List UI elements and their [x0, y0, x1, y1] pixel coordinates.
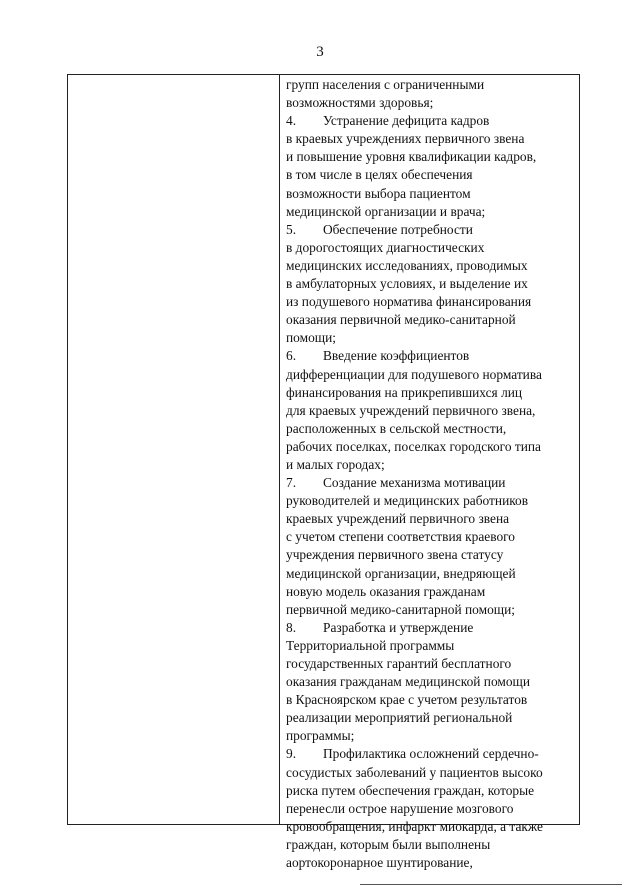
text-line — [286, 329, 578, 347]
item-number: 4. — [286, 113, 297, 129]
line-text: возможности выбора пациентом — [286, 185, 471, 201]
line-text: помощи; — [286, 330, 336, 346]
line-text: и повышение уровня квалификации кадров, — [286, 149, 537, 165]
text-line — [286, 221, 578, 239]
line-text: государственных гарантий бесплатного — [286, 656, 512, 671]
item-number: 5. — [286, 221, 297, 237]
text-line — [286, 130, 578, 148]
line-text: оказания первичной медико-санитарной — [286, 312, 516, 328]
line-text: реализации мероприятий региональной — [286, 710, 513, 726]
footer-rule — [360, 884, 622, 885]
table-right-cell — [286, 76, 578, 872]
text-line — [286, 474, 578, 492]
line-text: Обеспечение потребности — [323, 221, 473, 237]
text-line — [286, 456, 578, 474]
text-line — [286, 76, 578, 94]
text-line — [286, 203, 578, 221]
text-line — [286, 546, 578, 564]
text-line — [286, 565, 578, 583]
text-line — [286, 492, 578, 510]
text-line — [286, 745, 578, 763]
text-line — [286, 764, 578, 782]
line-text: риска путем обеспечения граждан, которые — [286, 782, 535, 798]
line-text: сосудистых заболеваний у пациентов высоко — [286, 764, 543, 780]
line-text: в краевых учреждениях первичного звена — [286, 131, 525, 147]
text-line — [286, 148, 578, 166]
text-line — [286, 94, 578, 112]
text-line — [286, 510, 578, 528]
line-text: и малых городах; — [286, 456, 385, 472]
text-line — [286, 727, 578, 745]
text-line — [286, 818, 578, 836]
text-line — [286, 583, 578, 601]
document-table — [67, 74, 580, 871]
line-text: Профилактика осложнений сердечно- — [323, 746, 539, 762]
column-divider — [279, 75, 280, 824]
text-line — [286, 655, 578, 673]
line-text: Создание механизма мотивации — [323, 475, 506, 491]
item-number: 9. — [286, 746, 297, 762]
item-number: 7. — [286, 475, 297, 491]
line-text: учреждения первичного звена статусу — [286, 547, 504, 563]
text-line — [286, 166, 578, 184]
line-text: финансирования на прикрепившихся лиц — [286, 384, 523, 400]
line-text: Устранение дефицита кадров — [323, 113, 490, 129]
text-line — [286, 275, 578, 293]
text-line — [286, 239, 578, 257]
text-line — [286, 637, 578, 655]
line-text: Введение коэффициентов — [323, 348, 470, 364]
text-line — [286, 601, 578, 619]
line-text: кровообращения, инфаркт миокарда, а также — [286, 818, 543, 834]
line-text: перенесли острое нарушение мозгового — [286, 800, 514, 816]
line-text: медицинских исследованиях, проводимых — [286, 257, 528, 273]
text-line — [286, 293, 578, 311]
text-line — [286, 112, 578, 130]
line-text: для краевых учреждений первичного звена, — [286, 402, 536, 418]
text-line — [286, 709, 578, 727]
line-text: аортокоронарное шунтирование, — [286, 855, 473, 871]
text-line — [286, 673, 578, 691]
line-text: расположенных в сельской местности, — [286, 420, 507, 436]
line-text: новую модель оказания гражданам — [286, 583, 486, 599]
text-line — [286, 185, 578, 203]
text-line — [286, 366, 578, 384]
text-line — [286, 347, 578, 365]
line-text: руководителей и медицинских работников — [286, 493, 529, 509]
text-line — [286, 528, 578, 546]
text-line — [286, 384, 578, 402]
text-line — [286, 782, 578, 800]
line-text: медицинской организации и врача; — [286, 203, 486, 219]
line-text: первичной медико-санитарной помощи; — [286, 601, 515, 617]
line-text: из подушевого норматива финансирования — [286, 294, 532, 310]
text-line — [286, 619, 578, 637]
page-number: 3 — [316, 44, 324, 60]
line-text: рабочих поселках, поселках городского типа — [286, 438, 541, 454]
line-text: оказания гражданам медицинской помощи — [286, 674, 531, 690]
line-text: Территориальной программы — [286, 637, 455, 653]
line-text: в дорогостоящих диагностических — [286, 239, 485, 255]
line-text: дифференциации для подушевого норматива — [286, 366, 542, 382]
line-text: программы; — [286, 728, 355, 744]
line-text: в Красноярском крае с учетом результатов — [286, 692, 528, 708]
text-line — [286, 438, 578, 456]
line-text: в том числе в целях обеспечения — [286, 167, 473, 183]
text-line — [286, 854, 578, 872]
line-text: граждан, которым были выполнены — [286, 836, 491, 852]
item-number: 8. — [286, 619, 297, 635]
line-text: краевых учреждений первичного звена — [286, 511, 510, 527]
line-text: медицинской организации, внедряющей — [286, 565, 516, 581]
text-line — [286, 402, 578, 420]
line-text: возможностями здоровья; — [286, 95, 434, 111]
text-line — [286, 420, 578, 438]
line-text: в амбулаторных условиях, и выделение их — [286, 276, 528, 292]
item-number: 6. — [286, 348, 297, 364]
text-line — [286, 311, 578, 329]
text-line — [286, 257, 578, 275]
line-text: групп населения с ограниченными — [286, 77, 485, 92]
text-line — [286, 836, 578, 854]
line-text: с учетом степени соответствия краевого — [286, 529, 516, 545]
text-line — [286, 691, 578, 709]
text-line — [286, 800, 578, 818]
line-text: Разработка и утверждение — [323, 619, 474, 635]
